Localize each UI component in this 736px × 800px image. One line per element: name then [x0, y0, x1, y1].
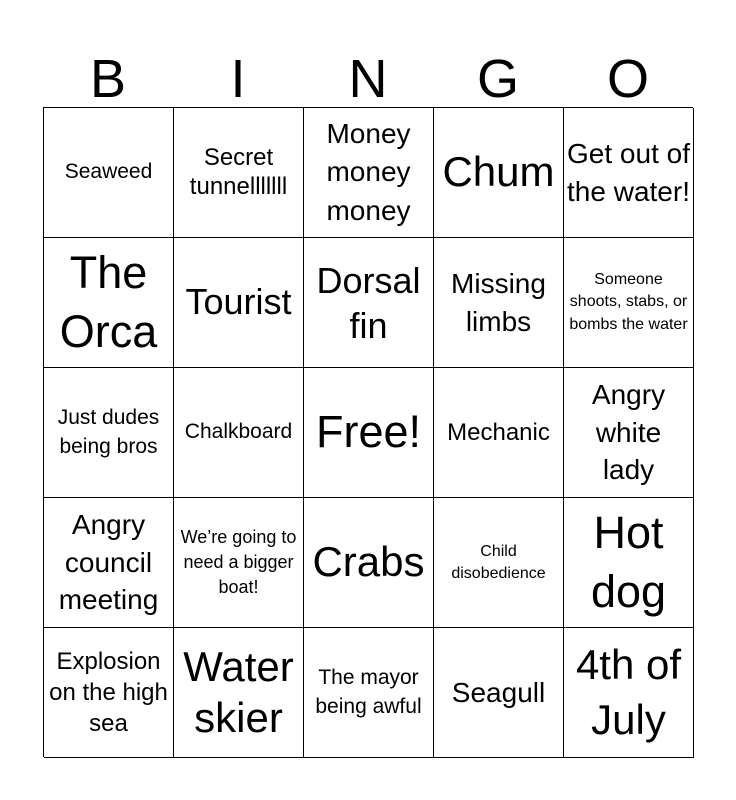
bingo-cell-r5-c1[interactable] [44, 628, 174, 758]
cell-text: Tourist [185, 281, 292, 323]
cell-text: Money money money [326, 117, 411, 226]
header-letter-i: I [230, 49, 246, 109]
bingo-cell-r2-c1[interactable] [44, 238, 174, 368]
bingo-cell-r4-c4[interactable] [434, 498, 564, 628]
bingo-cell-r2-c4[interactable] [434, 238, 564, 368]
bingo-cell-r3-c3[interactable] [304, 368, 434, 498]
bingo-cell-r3-c5[interactable] [564, 368, 694, 498]
bingo-cell-r2-c3[interactable] [304, 238, 434, 368]
cell-text: The mayor being awful [315, 665, 422, 718]
free-space: Free! [315, 406, 422, 458]
bingo-header [43, 40, 693, 108]
header-letter-n: N [348, 49, 388, 109]
cell-text: Seagull [451, 676, 546, 708]
bingo-cell-r5-c5[interactable] [564, 628, 694, 758]
cell-text: Hot dog [590, 507, 667, 617]
bingo-cell-r1-c5[interactable] [564, 108, 694, 238]
bingo-cell-r4-c5[interactable] [564, 498, 694, 628]
bingo-board [43, 107, 693, 757]
bingo-cell-r4-c3[interactable] [304, 498, 434, 628]
cell-text: 4th of July [575, 640, 682, 743]
cell-text: Child disobedience [451, 542, 546, 582]
bingo-cell-r1-c1[interactable] [44, 108, 174, 238]
bingo-cell-r1-c2[interactable] [174, 108, 304, 238]
cell-text: Explosion on the high sea [49, 647, 168, 738]
bingo-cell-r2-c5[interactable] [564, 238, 694, 368]
bingo-cell-r5-c4[interactable] [434, 628, 564, 758]
cell-text: The Orca [59, 247, 158, 357]
header-letter-b: B [89, 49, 127, 109]
bingo-cell-r2-c2[interactable] [174, 238, 304, 368]
header-letter-o: O [606, 49, 649, 109]
bingo-cell-r4-c2[interactable] [174, 498, 304, 628]
cell-text: Just dudes being bros [57, 405, 160, 458]
cell-text: Chalkboard [184, 420, 293, 444]
cell-text: Water skier [183, 643, 294, 741]
cell-text: Missing limbs [451, 267, 546, 337]
cell-text: Angry council meeting [58, 508, 159, 616]
bingo-cell-r3-c2[interactable] [174, 368, 304, 498]
bingo-cell-r3-c4[interactable] [434, 368, 564, 498]
cell-text: Seaweed [64, 160, 153, 184]
bingo-cell-r1-c4[interactable] [434, 108, 564, 238]
cell-text: Secret tunnelllllll [189, 143, 288, 200]
header-letter-g: G [476, 49, 519, 109]
bingo-cell-r1-c3[interactable] [304, 108, 434, 238]
bingo-cell-r5-c2[interactable] [174, 628, 304, 758]
bingo-cell-r5-c3[interactable] [304, 628, 434, 758]
cell-text: Chum [442, 148, 555, 196]
cell-text: Mechanic [447, 418, 550, 446]
bingo-cell-r4-c1[interactable] [44, 498, 174, 628]
cell-text: Angry white lady [591, 378, 666, 486]
cell-text: Crabs [312, 538, 425, 586]
cell-text: Someone shoots, stabs, or bombs the water [569, 271, 688, 333]
cell-text: Get out of the water! [567, 137, 690, 207]
cell-text: Dorsal fin [316, 259, 421, 346]
bingo-cell-r3-c1[interactable] [44, 368, 174, 498]
cell-text: We’re going to need a bigger boat! [180, 526, 297, 598]
